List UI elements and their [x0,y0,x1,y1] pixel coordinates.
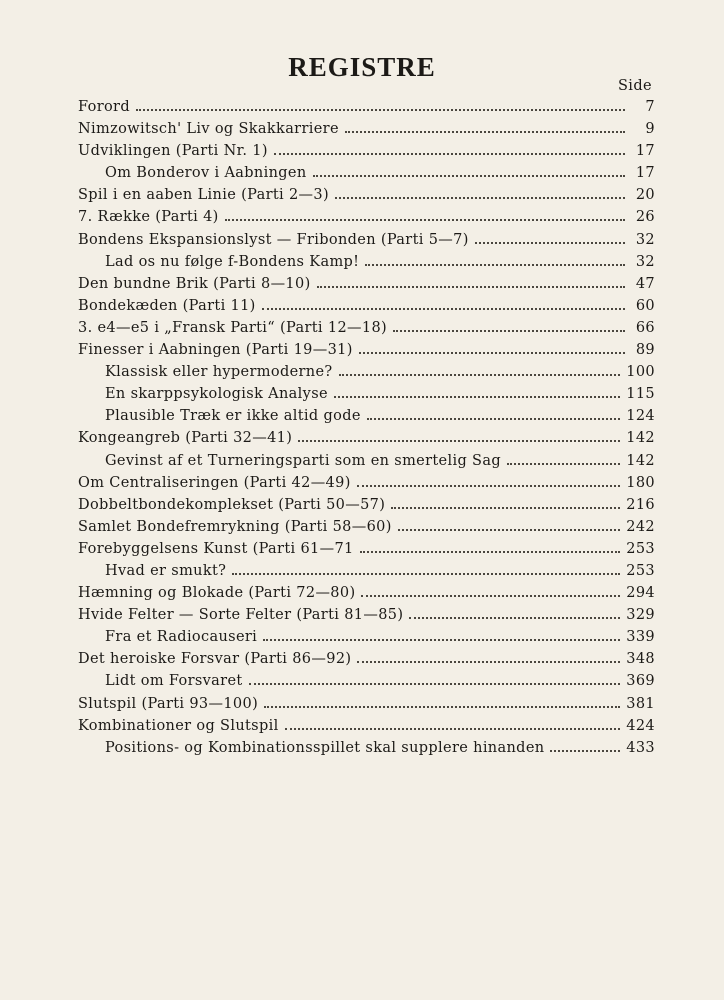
toc-entry [78,541,655,563]
toc-entry [78,651,655,673]
toc-entry [78,187,655,209]
toc-entry-title: Lad os nu følge f-Bondens Kamp! [105,253,360,270]
dot-leader [361,595,620,597]
toc-entry-page-number: 17 [635,143,655,160]
toc-entry-page-number: 32 [635,253,655,270]
toc-entry-title: Det heroiske Forsvar (Parti 86—92) [78,651,352,668]
toc-entry-title: Fra et Radiocauseri [105,629,258,646]
toc-entry-page-number: 115 [626,386,655,403]
toc-entry [78,298,655,320]
dot-leader [360,551,621,553]
toc-entry-page-number: 142 [626,452,655,469]
toc-entry-title: Positions- og Kombinationsspillet skal supplere hinanden [105,739,545,756]
toc-entry-page-number: 242 [626,518,655,535]
toc-entry [78,408,655,430]
toc-entry-title: Dobbeltbondekomplekset (Parti 50—57) [78,496,386,513]
toc-entry [78,276,655,298]
toc-entry [78,342,655,364]
dot-leader [334,396,620,398]
dot-leader [409,617,620,619]
dot-leader [225,219,625,221]
toc-entry [78,209,655,231]
toc-entry-page-number: 100 [626,364,655,381]
dot-leader [367,418,620,420]
toc-entry-title: Finesser i Aabningen (Parti 19—31) [78,342,353,359]
dot-leader [232,573,620,575]
toc-entry-title: Forebyggelsens Kunst (Parti 61—71 [78,540,354,557]
toc-entry [78,607,655,629]
toc-entry-page-number: 32 [635,231,655,248]
toc-entry-page-number: 17 [635,165,655,182]
toc-entry [78,386,655,408]
dot-leader [136,109,625,111]
toc-entry [78,121,655,143]
toc-entry-page-number: 216 [626,496,655,513]
dot-leader [298,440,620,442]
dot-leader [507,463,620,465]
dot-leader [357,485,621,487]
dot-leader [274,153,625,155]
dot-leader [365,264,625,266]
toc-entry-title: Plausible Træk er ikke altid gode [105,408,361,425]
toc-entry-page-number: 339 [626,629,655,646]
toc-entry-title: Den bundne Brik (Parti 8—10) [78,275,311,292]
dot-leader [357,661,620,663]
toc-entry-page-number: 329 [626,607,655,624]
dot-leader [262,308,625,310]
toc-entry-page-number: 381 [626,695,655,712]
dot-leader [345,131,625,133]
dot-leader [359,352,625,354]
page-title: REGISTRE [288,52,436,82]
toc-entry-page-number: 20 [635,187,655,204]
toc-entry-title: Hvide Felter — Sorte Felter (Parti 81—85) [78,607,404,624]
toc-entry-page-number: 348 [626,651,655,668]
toc-entry-page-number: 253 [626,562,655,579]
dot-leader [335,197,625,199]
toc-entry-title: 7. Række (Parti 4) [78,209,219,226]
toc-entry-page-number: 142 [626,430,655,447]
toc-entry-page-number: 424 [626,717,655,734]
toc-entry [78,320,655,342]
toc-entry-title: Lidt om Forsvaret [105,673,243,690]
toc-entry-title: Kombinationer og Slutspil [78,717,279,734]
toc-entry-title: Klassisk eller hypermoderne? [105,364,333,381]
toc-entry-title: Slutspil (Parti 93—100) [78,695,259,712]
toc-entry-title: Kongeangreb (Parti 32—41) [78,430,293,447]
toc-entry-title: En skarppsykologisk Analyse [105,386,328,403]
toc-entry [78,232,655,254]
toc-entry [78,696,655,718]
toc-entry-title: Bondekæden (Parti 11) [78,297,256,314]
toc-entry [78,585,655,607]
toc-entry-page-number: 89 [635,342,655,359]
dot-leader [285,728,621,730]
toc-entry-title: Bondens Ekspansionslyst — Fribonden (Parti 5—7) [78,231,469,248]
toc-entry [78,497,655,519]
toc-entry [78,519,655,541]
toc-entry-title: Nimzowitsch' Liv og Skakkarriere [78,121,339,138]
dot-leader [393,330,625,332]
toc-entry-page-number: 294 [626,585,655,602]
toc-entry-page-number: 124 [626,408,655,425]
page-column-header: Side [617,78,652,94]
toc-entry-title: Forord [78,99,130,115]
toc-entry-page-number: 433 [626,739,655,756]
dot-leader [313,175,625,177]
toc-entry [78,475,655,497]
toc-entry-title: Spil i en aaben Linie (Parti 2—3) [78,187,329,204]
toc-entry-page-number: 66 [635,319,655,336]
toc-entry-page-number: 180 [626,474,655,491]
toc-entry-page-number: 60 [635,297,655,314]
toc-entry [78,673,655,695]
dot-leader [249,683,621,685]
toc-entry-title: Om Centraliseringen (Parti 42—49) [78,474,351,491]
toc-entry-page-number: 7 [645,99,655,115]
toc-entry-title: Gevinst af et Turneringsparti som en smertelig Sag [105,452,501,469]
dot-leader [264,706,620,708]
dot-leader [475,242,625,244]
toc-entry [78,430,655,452]
toc-entry [78,563,655,585]
toc-entry [78,453,655,475]
toc-entry [78,364,655,386]
dot-leader [317,286,625,288]
toc-entry-title: 3. e4—e5 i „Fransk Parti“ (Parti 12—18) [78,319,388,336]
table-of-contents [78,99,655,762]
toc-entry-title: Om Bonderov i Aabningen [105,165,307,182]
toc-entry-page-number: 253 [626,540,655,557]
toc-entry-page-number: 369 [626,673,655,690]
toc-entry [78,165,655,187]
toc-entry-title: Udviklingen (Parti Nr. 1) [78,143,268,160]
toc-entry [78,99,655,121]
toc-entry [78,718,655,740]
dot-leader [391,507,620,509]
dot-leader [263,639,620,641]
toc-entry [78,254,655,276]
toc-entry-page-number: 26 [635,209,655,226]
dot-leader [550,750,620,752]
toc-entry-title: Samlet Bondefremrykning (Parti 58—60) [78,518,392,535]
toc-entry-title: Hvad er smukt? [105,562,227,579]
dot-leader [339,374,621,376]
toc-entry [78,143,655,165]
toc-entry-page-number: 47 [635,275,655,292]
dot-leader [398,529,621,531]
toc-entry [78,629,655,651]
toc-entry [78,740,655,762]
toc-entry-title: Hæmning og Blokade (Parti 72—80) [78,585,356,602]
toc-entry-page-number: 9 [645,121,655,138]
